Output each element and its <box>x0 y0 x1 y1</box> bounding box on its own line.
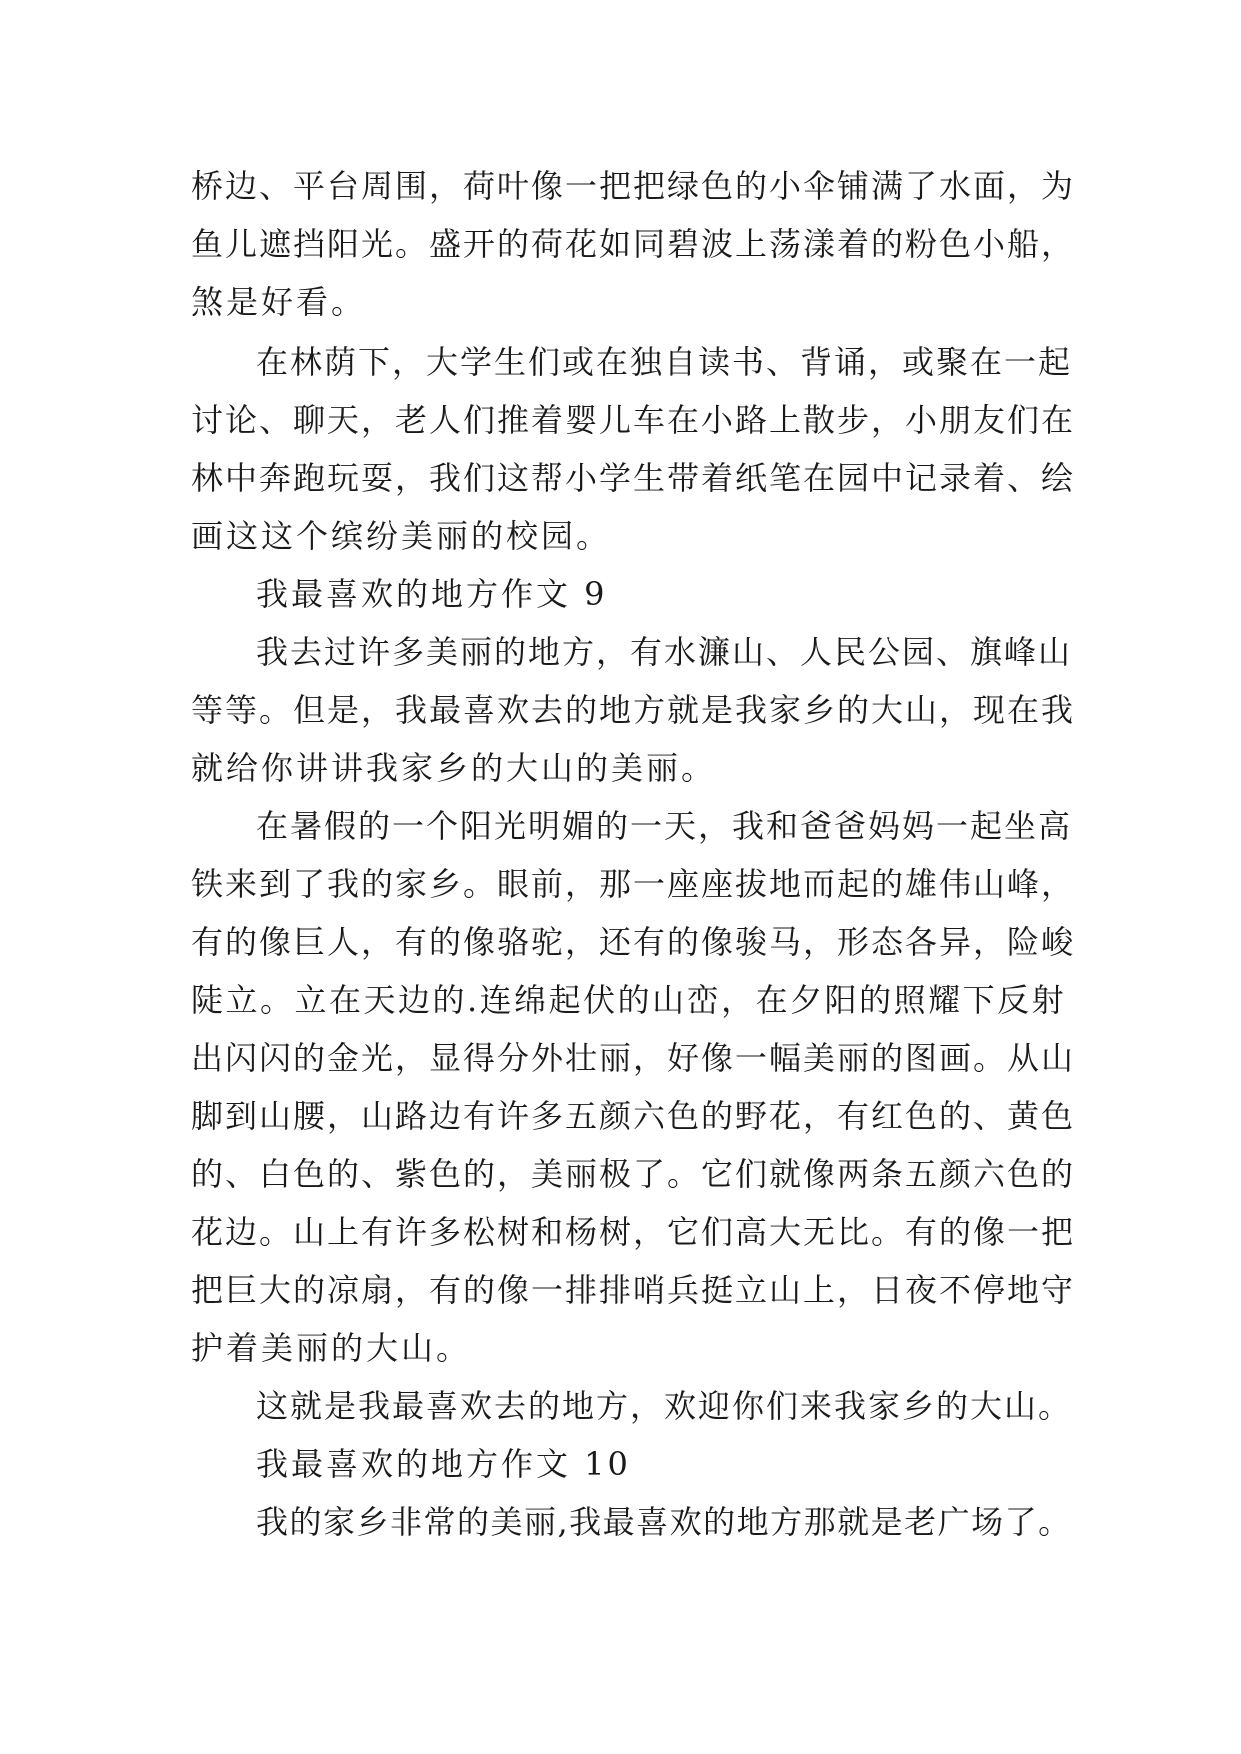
text-line: 陡立。立在天边的.连绵起伏的山峦，在夕阳的照耀下反射 <box>191 981 1067 1019</box>
text-line: 出闪闪的金光，显得分外壮丽，好像一幅美丽的图画。从山 <box>191 1039 1076 1077</box>
section-heading: 我最喜欢的地方作文 10 <box>256 1445 631 1483</box>
text-line: 讨论、聊天，老人们推着婴儿车在小路上散步，小朋友们在 <box>191 401 1076 439</box>
paragraph-first-line: 在林荫下，大学生们或在独自读书、背诵，或聚在一起 <box>256 343 1073 381</box>
paragraph-first-line: 在暑假的一个阳光明媚的一天，我和爸爸妈妈一起坐高 <box>256 807 1073 845</box>
text-line: 煞是好看。 <box>191 283 367 321</box>
text-line: 花边。山上有许多松树和杨树，它们高大无比。有的像一把 <box>191 1213 1076 1251</box>
text-line: 画这这个缤纷美丽的校园。 <box>191 517 612 555</box>
text-line: 就给你讲讲我家乡的大山的美丽。 <box>191 749 717 787</box>
paragraph-first-line: 这就是我最喜欢去的地方，欢迎你们来我家乡的大山。 <box>256 1387 1073 1425</box>
text-line: 有的像巨人，有的像骆驼，还有的像骏马，形态各异，险峻 <box>191 923 1076 961</box>
section-heading: 我最喜欢的地方作文 9 <box>256 575 608 613</box>
paragraph-first-line: 我的家乡非常的美丽,我最喜欢的地方那就是老广场了。 <box>256 1503 1072 1541</box>
text-line: 等等。但是，我最喜欢去的地方就是我家乡的大山，现在我 <box>191 691 1076 729</box>
text-line: 桥边、平台周围，荷叶像一把把绿色的小伞铺满了水面，为 <box>191 167 1076 205</box>
paragraph-first-line: 我去过许多美丽的地方，有水濂山、人民公园、旗峰山 <box>256 633 1073 671</box>
text-line: 的、白色的、紫色的，美丽极了。它们就像两条五颜六色的 <box>191 1155 1076 1193</box>
text-line: 林中奔跑玩耍，我们这帮小学生带着纸笔在园中记录着、绘 <box>191 459 1076 497</box>
text-line: 铁来到了我的家乡。眼前，那一座座拔地而起的雄伟山峰， <box>191 865 1076 903</box>
text-line: 脚到山腰，山路边有许多五颜六色的野花，有红色的、黄色 <box>191 1097 1076 1135</box>
text-line: 鱼儿遮挡阳光。盛开的荷花如同碧波上荡漾着的粉色小船， <box>191 225 1076 263</box>
text-line: 护着美丽的大山。 <box>191 1329 472 1367</box>
text-line: 把巨大的凉扇，有的像一排排哨兵挺立山上，日夜不停地守 <box>191 1271 1076 1309</box>
